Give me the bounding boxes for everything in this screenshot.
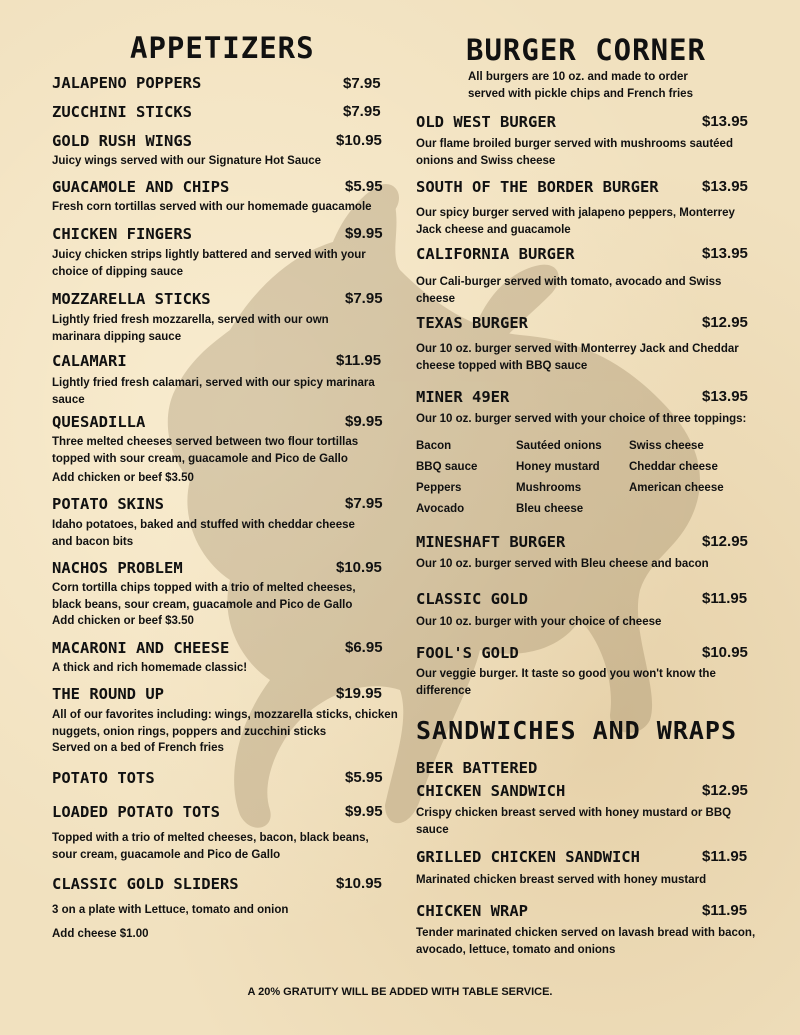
item-price: $13.95	[702, 113, 748, 130]
item-price: $19.95	[336, 685, 382, 702]
item-price: $10.95	[336, 132, 382, 149]
item-extra: Add cheese $1.00	[52, 928, 149, 940]
item-name: JALAPENO POPPERS	[52, 74, 202, 92]
topping: BBQ sauce	[416, 461, 478, 473]
item-name: CALIFORNIA BURGER	[416, 245, 575, 263]
item-name: CLASSIC GOLD	[416, 590, 528, 608]
item-name: LOADED POTATO TOTS	[52, 803, 220, 821]
item-description: Idaho potatoes, baked and stuffed with cheddar cheese and bacon bits	[52, 519, 355, 548]
item-name: MINER 49ER	[416, 388, 510, 406]
item-name: CHICKEN FINGERS	[52, 225, 192, 243]
item-description: 3 on a plate with Lettuce, tomato and onion	[52, 904, 289, 916]
item-name: MACARONI AND CHEESE	[52, 639, 230, 657]
item-name-line1: BEER BATTERED	[416, 759, 538, 777]
item-name: SOUTH OF THE BORDER BURGER	[416, 178, 659, 196]
item-price: $11.95	[702, 902, 748, 919]
topping: Honey mustard	[516, 461, 600, 473]
item-description: Lightly fried fresh mozzarella, served with our own marinara dipping sauce	[52, 314, 329, 343]
item-description: Our 10 oz. burger served with Monterrey Jack and Cheddar cheese topped with BBQ sauce	[416, 343, 739, 372]
item-name: NACHOS PROBLEM	[52, 559, 183, 577]
topping: Avocado	[416, 503, 465, 515]
item-price: $12.95	[702, 782, 748, 799]
item-name: OLD WEST BURGER	[416, 113, 556, 131]
item-description: Our 10 oz. burger with your choice of cheese	[416, 616, 662, 628]
burger-corner-heading: BURGER CORNER	[466, 33, 706, 67]
item-description: Our 10 oz. burger served with your choice of three toppings:	[416, 413, 747, 425]
item-price: $12.95	[702, 314, 748, 331]
item-price: $6.95	[345, 639, 383, 656]
item-description: Our Cali-burger served with tomato, avocado and Swiss cheese	[416, 276, 722, 305]
item-extra: Served on a bed of French fries	[52, 742, 224, 754]
item-description: Juicy chicken strips lightly battered and served with your choice of dipping sauce	[52, 249, 366, 278]
item-name: QUESADILLA	[52, 413, 146, 431]
item-price: $13.95	[702, 178, 748, 195]
item-description: Juicy wings served with our Signature Hot Sauce	[52, 155, 322, 167]
item-description: Our 10 oz. burger served with Bleu cheese and bacon	[416, 558, 709, 570]
item-description: A thick and rich homemade classic!	[52, 662, 248, 674]
item-description: Lightly fried fresh calamari, served with our spicy marinara sauce	[52, 377, 375, 406]
item-price: $11.95	[702, 590, 748, 607]
burger-intro-text: All burgers are 10 oz. and made to order served with pickle chips and French fries	[468, 71, 693, 100]
item-price: $13.95	[702, 388, 748, 405]
item-price: $13.95	[702, 245, 748, 262]
item-name: POTATO SKINS	[52, 495, 164, 513]
item-description: All of our favorites including: wings, mozzarella sticks, chicken nuggets, onion rings, poppers and zucchini sticks	[52, 709, 398, 738]
item-price: $9.95	[345, 803, 383, 820]
item-description: Corn tortilla chips topped with a trio of melted cheeses, black beans, sour cream, guacamole and Pico de Gallo	[52, 582, 356, 611]
item-price: $10.95	[336, 875, 382, 892]
topping: Bacon	[416, 440, 452, 452]
item-name: CLASSIC GOLD SLIDERS	[52, 875, 239, 893]
item-price: $7.95	[345, 290, 383, 307]
item-price: $7.95	[343, 75, 381, 92]
item-name: THE ROUND UP	[52, 685, 164, 703]
toppings-grid	[416, 440, 786, 524]
item-description: Marinated chicken breast served with honey mustard	[416, 874, 707, 886]
topping: American cheese	[629, 482, 724, 494]
sandwiches-heading: SANDWICHES AND WRAPS	[416, 716, 738, 745]
item-description: Our veggie burger. It taste so good you won't know the difference	[416, 668, 716, 697]
item-name: CHICKEN WRAP	[416, 902, 528, 920]
item-name: MINESHAFT BURGER	[416, 533, 566, 551]
item-description: Our spicy burger served with jalapeno peppers, Monterrey Jack cheese and guacamole	[416, 207, 735, 236]
item-price: $7.95	[343, 103, 381, 120]
topping: Cheddar cheese	[629, 461, 718, 473]
item-extra: Add chicken or beef $3.50	[52, 472, 194, 484]
item-name: ZUCCHINI STICKS	[52, 103, 192, 121]
topping: Sautéed onions	[516, 440, 602, 452]
item-description: Topped with a trio of melted cheeses, bacon, black beans, sour cream, guacamole and Pico de Gallo	[52, 832, 369, 861]
item-name: GOLD RUSH WINGS	[52, 132, 192, 150]
item-name: TEXAS BURGER	[416, 314, 528, 332]
item-price: $10.95	[702, 644, 748, 661]
item-price: $7.95	[345, 495, 383, 512]
item-name: CALAMARI	[52, 352, 127, 370]
gratuity-notice: A 20% GRATUITY WILL BE ADDED WITH TABLE SERVICE.	[247, 986, 553, 998]
item-name: MOZZARELLA STICKS	[52, 290, 211, 308]
item-description: Three melted cheeses served between two flour tortillas topped with sour cream, guacamole and Pico de Gallo	[52, 436, 359, 465]
item-description: Tender marinated chicken served on lavash bread with bacon, avocado, lettuce, tomato and onions	[416, 927, 756, 956]
topping: Peppers	[416, 482, 462, 494]
item-description: Fresh corn tortillas served with our homemade guacamole	[52, 201, 372, 213]
item-price: $11.95	[702, 848, 748, 865]
item-price: $12.95	[702, 533, 748, 550]
item-price: $5.95	[345, 178, 383, 195]
item-price: $9.95	[345, 413, 383, 430]
item-extra: Add chicken or beef $3.50	[52, 615, 194, 627]
item-price: $9.95	[345, 225, 383, 242]
item-name: POTATO TOTS	[52, 769, 155, 787]
item-price: $11.95	[336, 352, 382, 369]
topping: Mushrooms	[516, 482, 582, 494]
item-description: Crispy chicken breast served with honey mustard or BBQ sauce	[416, 807, 732, 836]
appetizers-heading: APPETIZERS	[130, 31, 315, 65]
item-name: GRILLED CHICKEN SANDWICH	[416, 848, 640, 866]
item-name: CHICKEN SANDWICH	[416, 782, 566, 800]
item-name: GUACAMOLE AND CHIPS	[52, 178, 230, 196]
item-name: FOOL'S GOLD	[416, 644, 519, 662]
topping: Swiss cheese	[629, 440, 704, 452]
topping: Bleu cheese	[516, 503, 584, 515]
item-description: Our flame broiled burger served with mushrooms sautéed onions and Swiss cheese	[416, 138, 733, 167]
item-price: $10.95	[336, 559, 382, 576]
item-price: $5.95	[345, 769, 383, 786]
